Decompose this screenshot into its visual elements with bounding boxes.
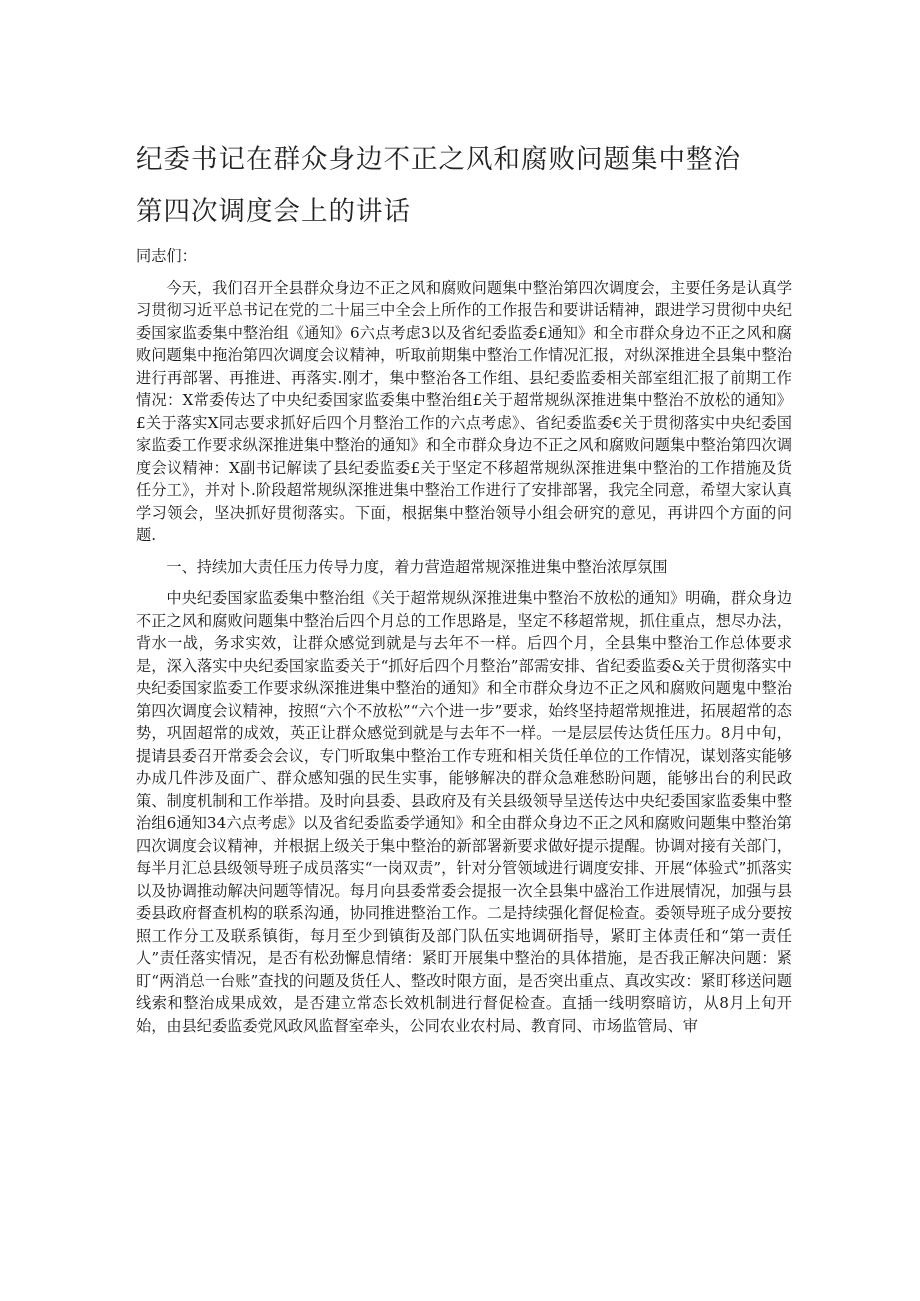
document-body	[136, 245, 792, 1037]
document-title-line-2: 第四次调度会上的讲话	[136, 196, 411, 227]
paragraph-section-1: 中央纪委国家监委集中整治组《关于超常规纵深推进集中整治不放松的通知》明确，群众身边不正之风和腐败问题集中整治后四个月总的工作思路是，坚定不移超常规，抓住重点，想尽办法，背水一战，务求实效，让群众感觉到就是与去年不一样。后四个月，全县集中整治工作总体要求是，深入落实中央纪委国家监委关于“抓好后四个月整治”部需安排、省纪委监委&关于贯彻落实中央纪委国家监委工作要求纵深推进集中整治的通知》和全市群众身边不正之风和腐败问题鬼中整治第四次调度会议精神，按照“六个不放松”“六个进一步”要求，始终坚持超常规推进，拓展超常的态势，巩固超常的成效，英正让群众感觉到就是与去年不一样。一是层层传达货任压力。8月中旬，提请县委召开常委会会议，专门听取集中整治工作专班和相关货任单位的工作情况，谋划落实能够办成几件涉及面广、群众感知强的民生实事，能够解决的群众急难愁盼问题，能够出台的利民政策、制度机制和工作举措。及时向县委、县政府及有关县级领导呈送传达中央纪委国家监委集中整治组6通知34六点考虑》以及省纪委监委学通知》和全由群众身边不正之风和腐败问题集中整治第四次调度会议精神，并根据上级关于集中整治的新部署新要求做好提示提醒。协调对接有关部门，每半月汇总县级领导班子成员落实“一岗双责”，针对分管领域进行调度安排、开展“体验式”抓落实以及协调推动解决问题等情况。每月向县委常委会提报一次全县集中盛治工作进展情况，加强与县委县政府督查机构的联系沟通，协同推进整治工作。二是持续强化督促检查。委领导班子成分要按照工作分工及联系镇街，每月至少到镇街及部门队伍实地调研指导，紧盯主体责任和“第一责任人”责任落实情况，是否有松劲懈息情绪：紧盯开展集中整治的具体措施，是否我正解决问题：紧盯“两消总一台账”查找的问题及货任人、整改时限方面，是否突出重点、真改实改：紧盯移送问题线索和整治成果成效，是否建立常态长效机制进行督促检查。直插一线明察暗访，从8月上旬开始，由县纪委监委党风政风监督室牵头，公同农业农村局、教育同、市场监管局、审	[136, 589, 792, 1035]
document-title-line-1: 纪委书记在群众身边不正之风和腐败问题集中整治	[136, 144, 741, 175]
salutation: 同志们：	[136, 247, 197, 265]
paragraph-intro: 今天，我们召开全县群众身边不正之风和腐败问题集中整治第四次调度会，主要任务是认真学习贯彻习近平总书记在党的二十届三中全会上所作的工作报告和要讲话精神，跟进学习贯彻中央纪委国家监委集中整治组《通知》6六点考虑3以及省纪委监委£通知》和全市群众身边不正之风和腐败问题集中拖治第四次调度会议精神，听取前期集中整治工作情况汇报，对纵深推进全县集中整治进行再部署、再推进、再落实.刚才，集中整治各工作组、县纪委监委相关部室组汇报了前期工作情况：X常委传达了中央纪委国家监委集中整治组£关于超常规纵深推进集中整治不放松的通知》£关于落实X同志要求抓好后四个月整治工作的六点考虑》、省纪委监委€关于贯彻落实中央纪委国家监委工作要求纵深推进集中整治的通知》和全市群众身边不正之风和腐败问题集中整治第四次调度会议精神：X副书记解读了县纪委监委£关于坚定不移超常规纵深推进集中整治的工作措施及货任分工》，并对卜.阶段超常规纵深推进集中整治工作进行了安排部署，我完全同意，希望大家认真学习领会，坚决抓好贯彻落实。下面，根据集中整治领导小组会研究的意见，再讲四个方面的问题.	[136, 278, 792, 544]
section-heading-1: 一、持续加大责任压力传导力度，着力营造超常规深推进集中整治浓厚氛围	[166, 557, 668, 576]
